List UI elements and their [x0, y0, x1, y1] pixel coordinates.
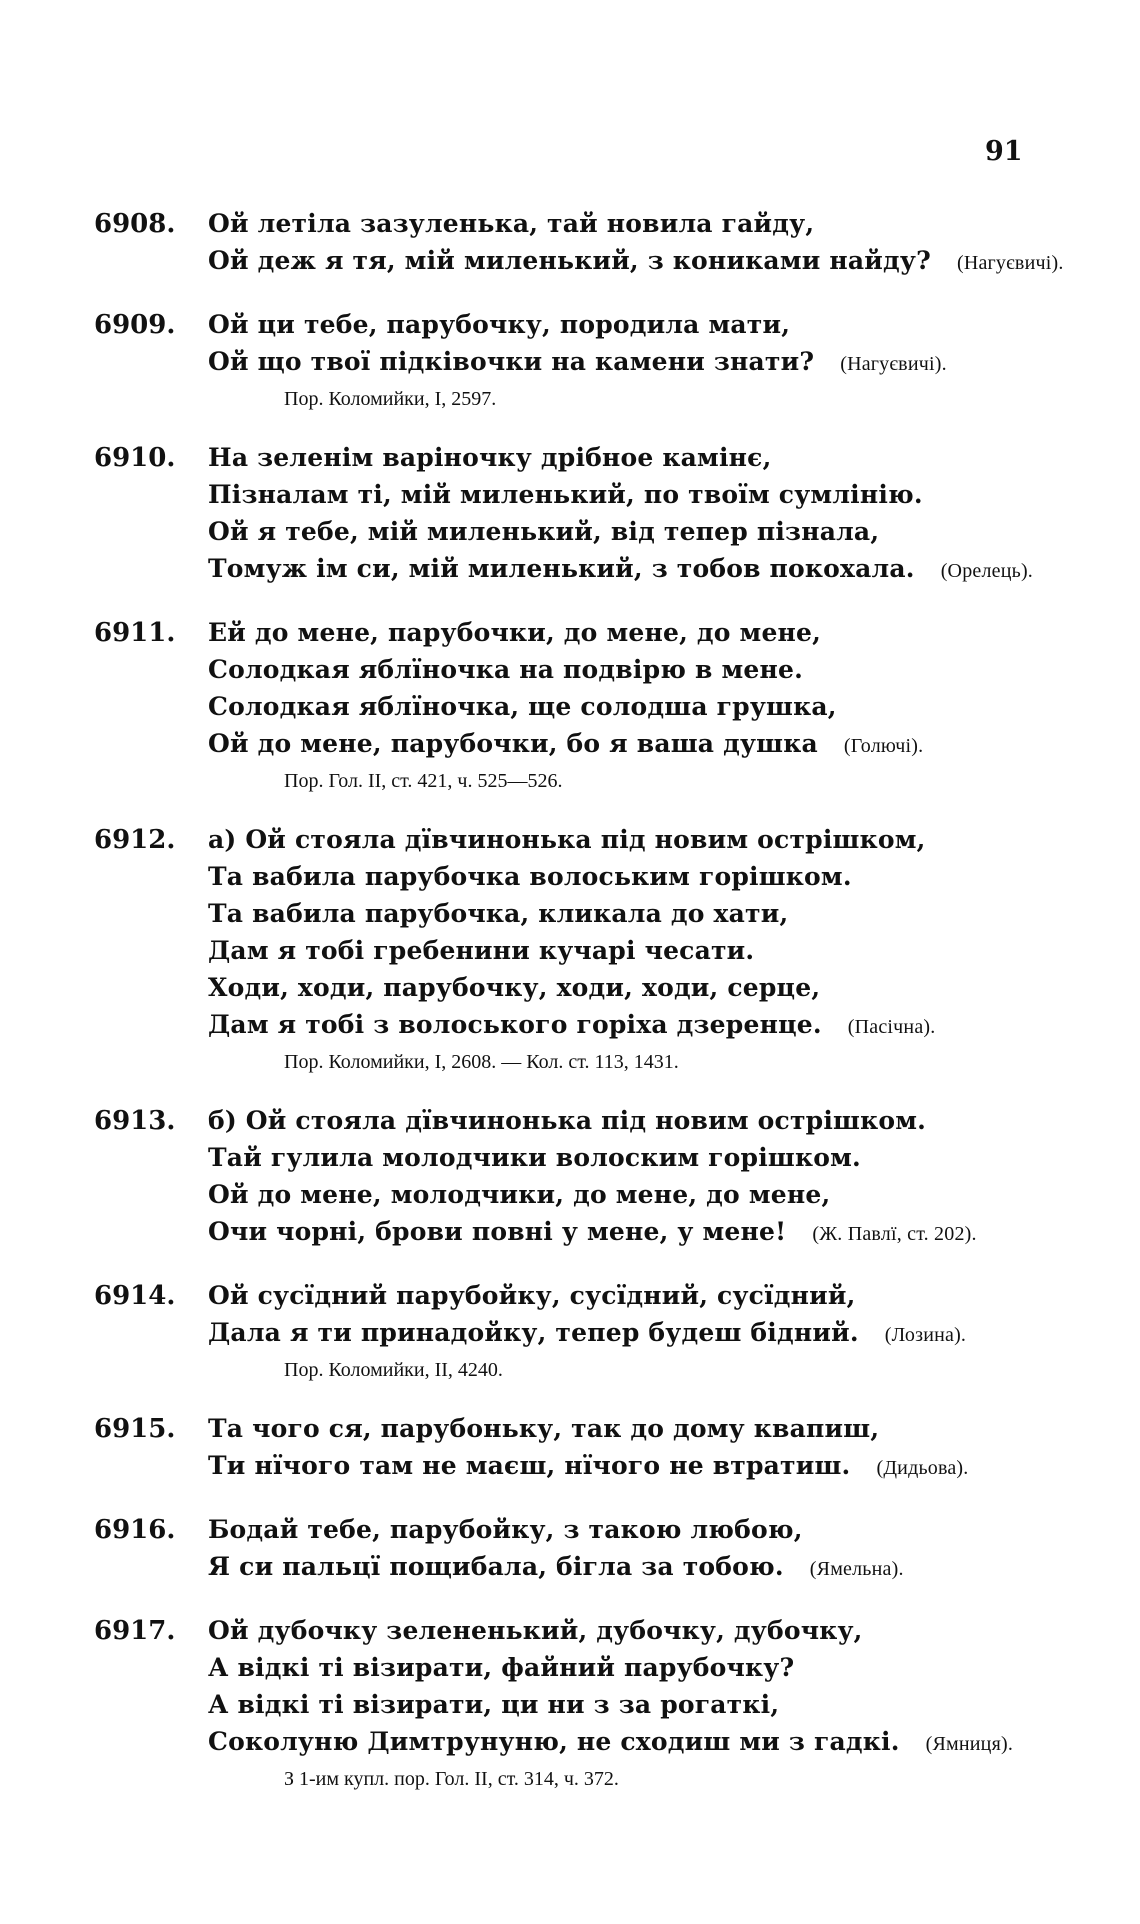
verse-line — [208, 205, 1140, 242]
verse-lines — [208, 614, 1140, 797]
source-location: (Ж. Павлї, ст. 202). — [812, 1223, 977, 1245]
entry-number: 6912. — [94, 825, 176, 855]
song-entry — [0, 821, 1140, 1078]
verse-line — [208, 476, 1140, 513]
verse-line — [208, 439, 1140, 476]
entry-number: 6914. — [94, 1281, 176, 1311]
verse-lines — [208, 205, 1140, 282]
entry-number: 6911. — [94, 618, 176, 648]
verse-lines — [208, 306, 1140, 415]
verse-line — [208, 821, 1140, 858]
verse-line — [208, 932, 1140, 969]
song-entry — [0, 205, 1140, 282]
song-entry — [0, 439, 1140, 590]
verse-text: Бодай тебе, парубойку, з такою любою, — [208, 1515, 803, 1544]
verse-text: Ей до мене, парубочки, до мене, до мене, — [208, 618, 822, 647]
verse-line — [208, 1277, 1140, 1314]
verse-text: Ой що твої підківочки на камени знати? — [208, 347, 815, 376]
verse-text: а) Ой стояла дївчинонька під новим острішком, — [208, 825, 926, 854]
verse-text: Ой сусїдний парубойку, сусїдний, сусїдний, — [208, 1281, 856, 1310]
source-location: (Нагуєвичі). — [956, 252, 1064, 274]
verse-line — [208, 1213, 1140, 1253]
verse-text: А відкі ті візирати, ци ни з за рогаткі, — [208, 1690, 780, 1719]
verse-line — [208, 688, 1140, 725]
source-location: (Ямельна). — [809, 1558, 904, 1580]
entry-number: 6917. — [94, 1616, 176, 1646]
source-location: (Нагуєвичі). — [840, 353, 947, 375]
verse-lines — [208, 1277, 1140, 1386]
verse-text: Солодкая яблїночка на подвірю в мене. — [208, 655, 803, 684]
source-location: (Пасічна). — [847, 1016, 936, 1038]
verse-line — [208, 242, 1140, 282]
verse-text: Ходи, ходи, парубочку, ходи, ходи, серце, — [208, 973, 821, 1002]
verse-text: Ой до мене, парубочки, бо я ваша душка — [208, 729, 818, 758]
verse-line — [208, 306, 1140, 343]
verse-line — [208, 1649, 1140, 1686]
song-entry — [0, 1410, 1140, 1487]
entry-number: 6908. — [94, 209, 176, 239]
entry-number: 6910. — [94, 443, 176, 473]
verse-line — [208, 895, 1140, 932]
cross-reference: Пор. Коломийки, I, 2608. — Кол. ст. 113, 1431. — [284, 1051, 679, 1073]
source-location: (Голючі). — [843, 735, 924, 757]
verse-line — [208, 1612, 1140, 1649]
verse-text: Соколуню Димтрунуню, не сходиш ми з гадкі. — [208, 1727, 900, 1756]
verse-text: Очи чорні, брови повні у мене, у мене! — [208, 1217, 787, 1246]
verse-line — [208, 1006, 1140, 1046]
verse-line — [208, 1139, 1140, 1176]
verse-line — [208, 513, 1140, 550]
verse-text: Ой дубочку зелененький, дубочку, дубочку, — [208, 1616, 863, 1645]
verse-text: Пізналам ті, мій миленький, по твоїм сумлінію. — [208, 480, 923, 509]
verse-line — [208, 1548, 1140, 1588]
entry-number: 6915. — [94, 1414, 176, 1444]
song-entry — [0, 1612, 1140, 1795]
verse-line — [208, 1723, 1140, 1763]
cross-reference: Пор. Гол. II, ст. 421, ч. 525—526. — [284, 770, 563, 792]
verse-lines — [208, 439, 1140, 590]
cross-reference: Пор. Коломийки, II, 4240. — [284, 1359, 503, 1381]
cross-reference: З 1-им купл. пор. Гол. II, ст. 314, ч. 372. — [284, 1768, 619, 1790]
verse-line — [208, 343, 1140, 383]
verse-text: б) Ой стояла дївчинонька під новим острішком. — [208, 1106, 927, 1135]
verse-text: Солодкая яблїночка, ще солодша грушка, — [208, 692, 837, 721]
verse-text: Я си пальцї пощибала, бігла за тобою. — [208, 1552, 784, 1581]
verse-line — [208, 550, 1140, 590]
source-location: (Лозина). — [884, 1324, 967, 1346]
verse-text: Ой летіла зазуленька, тай новила гайду, — [208, 209, 815, 238]
source-location: (Ямниця). — [925, 1733, 1014, 1755]
verse-text: Та чого ся, парубоньку, так до дому квапиш, — [208, 1414, 880, 1443]
song-entry — [0, 1102, 1140, 1253]
verse-text: Ой до мене, молодчики, до мене, до мене, — [208, 1180, 831, 1209]
verse-line — [208, 1447, 1140, 1487]
verse-text: На зеленім варіночку дрібное камінє, — [208, 443, 772, 472]
song-entry — [0, 1277, 1140, 1386]
verse-text: Ти нїчого там не маєш, нїчого не втратиш. — [208, 1451, 851, 1480]
entry-number: 6913. — [94, 1106, 176, 1136]
verse-line — [208, 1410, 1140, 1447]
cross-reference: Пор. Коломийки, I, 2597. — [284, 388, 497, 410]
source-location: (Дидьова). — [876, 1457, 969, 1479]
entry-number: 6909. — [94, 310, 176, 340]
verse-text: Та вабила парубочка, кликала до хати, — [208, 899, 789, 928]
verse-text: А відкі ті візирати, файний парубочку? — [208, 1653, 795, 1682]
song-entry — [0, 1511, 1140, 1588]
verse-lines — [208, 1102, 1140, 1253]
verse-line — [208, 1314, 1140, 1354]
entry-number: 6916. — [94, 1515, 176, 1545]
verse-lines — [208, 1612, 1140, 1795]
verse-text: Томуж ім си, мій миленький, з тобов покохала. — [208, 554, 915, 583]
verse-line — [208, 969, 1140, 1006]
verse-lines — [208, 1410, 1140, 1487]
song-entry — [0, 614, 1140, 797]
verse-line — [208, 651, 1140, 688]
page-number: 91 — [985, 136, 1023, 167]
verse-lines — [208, 1511, 1140, 1588]
verse-line — [208, 1176, 1140, 1213]
verse-text: Дала я ти принадойку, тепер будеш бідний. — [208, 1318, 859, 1347]
verse-text: Дам я тобі гребенини кучарі чесати. — [208, 936, 755, 965]
verse-text: Ой деж я тя, мій миленький, з кониками найду? — [208, 246, 931, 275]
verse-line — [208, 725, 1140, 765]
source-location: (Орелець). — [940, 560, 1034, 582]
verse-line — [208, 858, 1140, 895]
verse-text: Тай гулила молодчики волоским горішком. — [208, 1143, 861, 1172]
entries-list — [0, 205, 1140, 1819]
verse-text: Та вабила парубочка волоським горішком. — [208, 862, 852, 891]
verse-line — [208, 614, 1140, 651]
verse-text: Ой ци тебе, парубочку, породила мати, — [208, 310, 791, 339]
verse-line — [208, 1686, 1140, 1723]
verse-text: Дам я тобі з волоського горіха дзеренце. — [208, 1010, 822, 1039]
song-entry — [0, 306, 1140, 415]
verse-line — [208, 1511, 1140, 1548]
verse-line — [208, 1102, 1140, 1139]
verse-lines — [208, 821, 1140, 1078]
verse-text: Ой я тебе, мій миленький, від тепер пізнала, — [208, 517, 880, 546]
